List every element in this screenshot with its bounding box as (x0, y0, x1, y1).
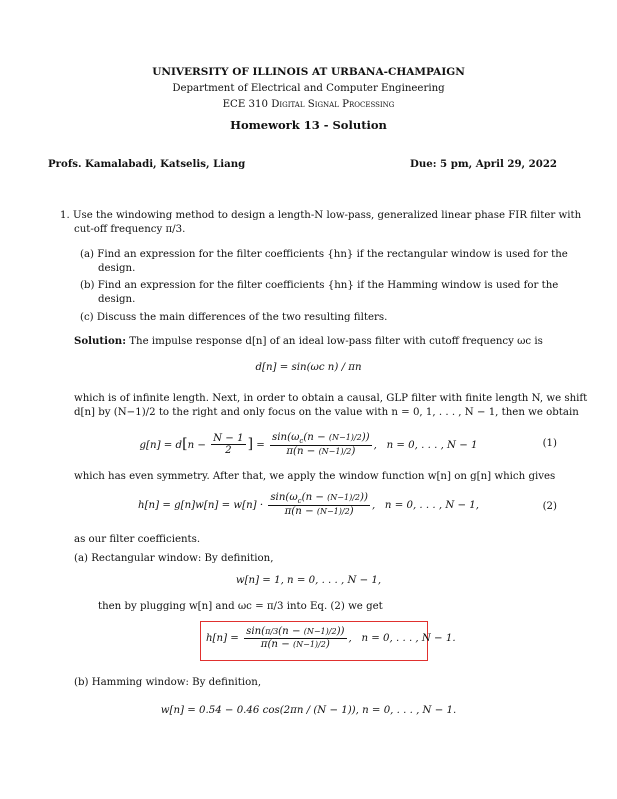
solution-label: Solution: (74, 335, 126, 347)
para2-line1: which is of infinite length. Next, in order to obtain a causal, GLP filter with finite length N, we shift (74, 393, 588, 404)
para2-line2: d[n] by (N−1)/2 to the right and only focus on the value with n = 0, 1, . . . , N − 1, then we obtain (74, 407, 579, 418)
part-b-line1: (b) Find an expression for the filter coefficients {hn} if the Hamming window is used for the (80, 280, 559, 291)
problem-intro-line1: 1. Use the windowing method to design a length-N low-pass, generalized linear phase FIR filter with (60, 210, 582, 221)
equation-2: h[n] = g[n]w[n] = w[n] · $\frac{\sin(\omega_c(n - (N-1)/2))}{\pi(n - (N-1)/2)}$ , n = 0, . . . , N − 1, (138, 492, 479, 518)
rect-text: then by plugging w[n] and ωc = π/3 into Eq. (2) we get (98, 601, 383, 612)
university-name: UNIVERSITY OF ILLINOIS AT URBANA-CHAMPAIGN (152, 66, 465, 78)
solution-intro (74, 335, 543, 348)
equation-d: d[n] = sin(ωc n) / πn (255, 362, 362, 373)
department-name: Department of Electrical and Computer Engineering (172, 83, 445, 94)
problem-intro-line2: cut-off frequency π/3. (74, 224, 186, 235)
course-title (0, 98, 617, 111)
homework-title: Homework 13 - Solution (230, 118, 387, 132)
part-a-line2: design. (98, 263, 136, 274)
hamming-heading: (b) Hamming window: By definition, (74, 677, 262, 688)
equation-2-number: (2) (542, 501, 557, 512)
equation-1: g[n] = d[n − $\frac{N - 1}{2}$ ] = $\frac{\sin(\omega_c(n - (N-1)/2))}{\pi(n - (N-1)/2)}$ , n = 0, . . . , N − 1 (139, 432, 478, 458)
part-c: (c) Discuss the main differences of the two resulting filters. (80, 312, 388, 323)
course-code: ECE 310 (222, 99, 268, 110)
hamming-equation: w[n] = 0.54 − 0.46 cos(2πn / (N − 1)), n = 0, . . . , N − 1. (160, 705, 457, 716)
solution-intro-text: The impulse response d[n] of an ideal low-pass filter with cutoff frequency ωc is (129, 336, 543, 347)
course-name: Digital Signal Processing (271, 99, 395, 110)
rect-heading: (a) Rectangular window: By definition, (74, 553, 274, 564)
part-b-line2: design. (98, 294, 136, 305)
para4: as our filter coefficients. (74, 534, 201, 545)
part-a-line1: (a) Find an expression for the filter coefficients {hn} if the rectangular window is used for the (80, 249, 568, 260)
professors: Profs. Kamalabadi, Katselis, Liang (48, 158, 246, 170)
equation-1-number: (1) (542, 438, 557, 449)
due-date: Due: 5 pm, April 29, 2022 (410, 158, 557, 170)
boxed-answer-equation: h[n] = $\frac{\sin(\pi/3(n - (N-1)/2))}{\pi(n - (N-1)/2)}$ , n = 0, . . . , N − 1. (206, 626, 456, 650)
rect-equation: w[n] = 1, n = 0, . . . , N − 1, (235, 575, 382, 586)
para3: which has even symmetry. After that, we apply the window function w[n] on g[n] which gives (74, 471, 556, 482)
